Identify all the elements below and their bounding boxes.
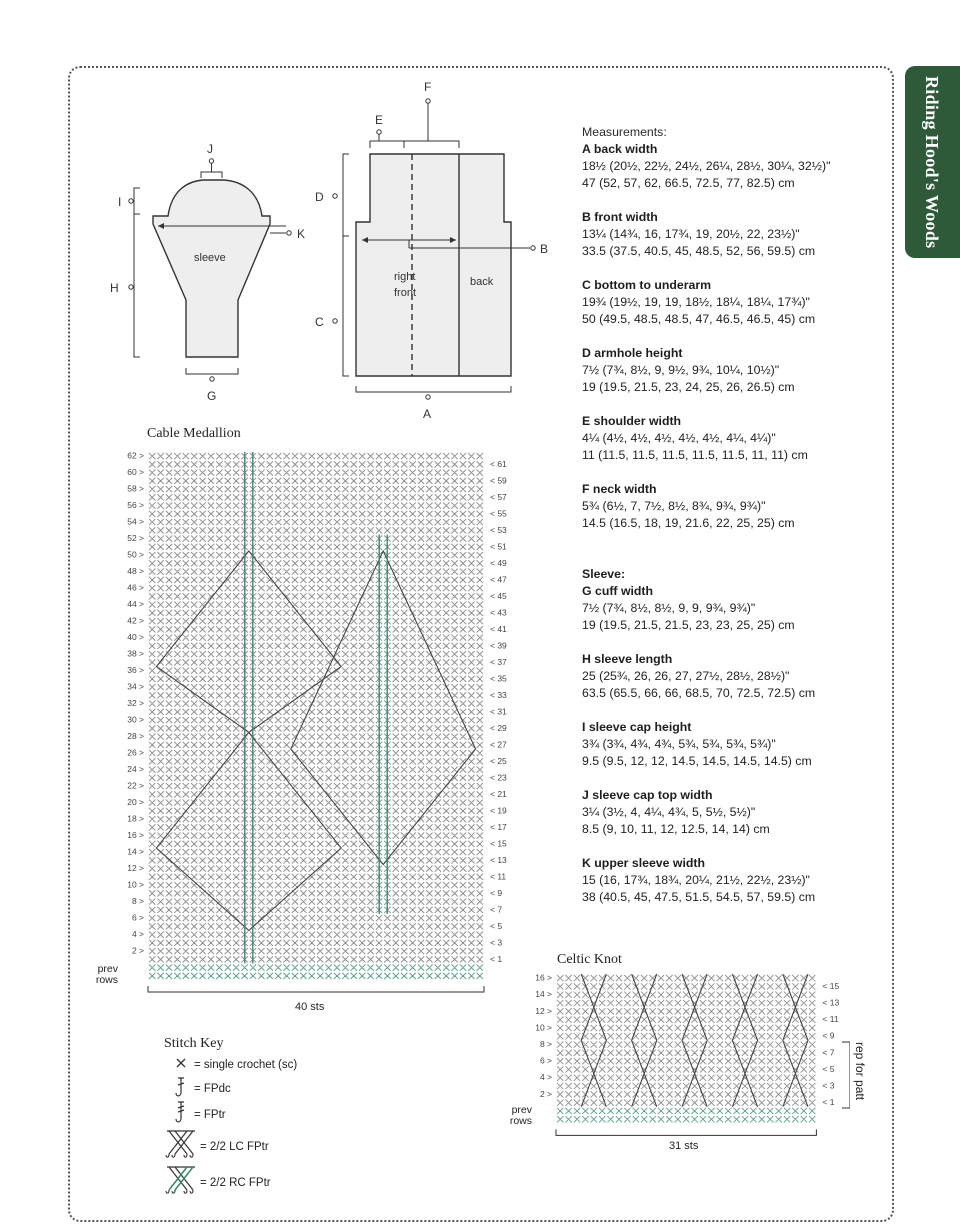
measurement-G: Sleeve: G cuff width 7½ (7¾, 8½, 8½, 9, 9, 9¾, 9¾)" 19 (19.5, 21.5, 21.5, 23, 23, 25, 25) cm [582,566,882,634]
row-number: 22 > [127,780,144,791]
key-fptr: = FPtr [164,1100,226,1124]
row-number: 4 > [131,929,144,940]
right-front-label-2: front [394,287,417,299]
row-number: < 7 [822,1047,835,1058]
celtic-knot-title: Celtic Knot [557,952,622,967]
row-number: < 23 [490,772,507,783]
row-number: 48 > [127,566,144,577]
row-number: 30 > [127,714,144,725]
key-fpdc: = FPdc [164,1076,231,1098]
stitch-grid [557,975,815,1122]
sleeve-label: sleeve [194,252,226,264]
celtic-knot-chart [520,968,850,1138]
cable-line [156,733,341,931]
right-front-label-1: right [394,271,416,283]
repeat-bracket [842,1042,850,1108]
row-number: 56 > [127,500,144,511]
row-number: 32 > [127,698,144,709]
row-number: < 57 [490,491,507,502]
width-bracket [148,986,484,992]
label-I: I [118,195,122,209]
row-number: < 27 [490,739,507,750]
row-number: < 1 [822,1097,835,1108]
row-number: 16 > [535,972,552,983]
cable-medallion-title: Cable Medallion [147,426,241,441]
cable-lines [581,974,808,1107]
row-number: < 9 [490,887,503,898]
row-number: 18 > [127,813,144,824]
sc-x-icon [174,1056,188,1070]
row-number: < 41 [490,623,507,634]
row-number: 26 > [127,747,144,758]
key-rc-cable: = 2/2 RC FPtr [164,1164,271,1196]
row-number: < 25 [490,755,507,766]
celtic-knot-stitch-count: 31 sts [669,1140,699,1152]
row-number: 50 > [127,549,144,560]
row-number: 2 > [131,945,144,956]
label-K: K [297,227,306,241]
measurement-B: B front width 13¼ (14¾, 16, 17¾, 19, 20½, 22, 23½)" 33.5 (37.5, 40.5, 45, 48.5, 52, 56, 59.5) cm [582,210,816,258]
label-C: C [315,315,324,329]
row-number: < 33 [490,689,507,700]
repeat-label: rep for patt [853,1042,867,1101]
row-number: 12 > [127,863,144,874]
row-number: 14 > [127,846,144,857]
lc-cable-icon [164,1128,198,1160]
row-number: < 59 [490,475,507,486]
row-number: < 35 [490,673,507,684]
row-number: < 37 [490,656,507,667]
row-number: 52 > [127,533,144,544]
row-number: < 13 [822,997,840,1008]
measurement-J: J sleeve cap top width 3¼ (3½, 4, 4¼, 4¾, 5, 5½, 5½)" 8.5 (9, 10, 11, 12, 12.5, 14, 14) cm [582,788,770,836]
row-number: < 49 [490,557,507,568]
row-number: 46 > [127,582,144,593]
row-number: 44 > [127,599,144,610]
body-shape [356,154,511,376]
sleeve-shape [153,180,270,357]
row-number: < 3 [490,937,503,948]
row-number: 12 > [535,1005,552,1016]
cable-medallion-chart [110,444,520,1004]
measurement-C: C bottom to underarm 19¾ (19½, 19, 19, 18½, 18¼, 18¼, 17¾)" 50 (49.5, 48.5, 48.5, 47, 46.5, 46.5, 45) cm [582,278,816,326]
row-number: < 7 [490,904,503,915]
width-bracket [556,1129,816,1135]
row-number: 16 > [127,830,144,841]
row-number: 42 > [127,615,144,626]
row-number: 36 > [127,665,144,676]
fpdc-icon [174,1076,188,1098]
row-number: 20 > [127,797,144,808]
row-number: 8 > [539,1039,552,1050]
row-number: 10 > [127,879,144,890]
measurement-I: I sleeve cap height 3¾ (3¾, 4¾, 4¾, 5¾, 5¾, 5¾, 5¾)" 9.5 (9.5, 12, 12, 14.5, 14.5, 14.5, 14.5) cm [582,720,812,768]
measurement-D: D armhole height 7½ (7¾, 8½, 9, 9½, 9¾, 10¼, 10½)" 19 (19.5, 21.5, 23, 24, 25, 26, 26.5) cm [582,346,795,394]
measurements-list [582,124,882,906]
back-label: back [470,276,494,288]
row-number: 24 > [127,764,144,775]
label-J: J [207,142,213,156]
measurements-heading: Measurements: [582,125,667,139]
row-number: < 11 [822,1014,839,1025]
measurement-K: K upper sleeve width 15 (16, 17¾, 18¾, 20¼, 21½, 22½, 23½)" 38 (40.5, 45, 47.5, 51.5, 54.5, 57, 59.5) cm [582,856,816,904]
row-number: < 1 [490,953,503,964]
row-number: < 13 [490,854,507,865]
row-number: < 43 [490,607,507,618]
label-E: E [375,113,384,127]
row-number: < 15 [490,838,507,849]
row-number: 38 > [127,648,144,659]
label-D: D [315,190,324,204]
key-sc: = single crochet (sc) [164,1056,297,1071]
chapter-title: Riding Hood's Woods [922,76,942,249]
row-number: < 17 [490,821,507,832]
stitch-key [164,1036,298,1189]
row-number: 14 > [535,989,552,1000]
sleeve-heading: Sleeve: [582,567,626,581]
measurement-E: E shoulder width 4¼ (4½, 4½, 4½, 4½, 4½, 4¼, 4¼)" 11 (11.5, 11.5, 11.5, 11.5, 11.5, 11, 11) cm [582,414,808,462]
row-number: < 5 [490,920,503,931]
row-number: 54 > [127,516,144,527]
label-G: G [207,389,217,403]
fptr-icon [174,1100,188,1124]
row-number: 34 > [127,681,144,692]
row-number: < 53 [490,524,507,535]
stitch-grid [149,453,483,979]
row-number: < 21 [490,788,507,799]
cable-medallion-prev-rows: prev rows [95,963,118,986]
measurement-A: A back width 18½ (20½, 22½, 24½, 26¼, 28½, 30¼, 32½)" 47 (52, 57, 62, 66.5, 72.5, 77, 82.5) cm [582,142,831,190]
row-number: < 29 [490,722,507,733]
row-number: 4 > [539,1072,552,1083]
cable-medallion-stitch-count: 40 sts [295,1001,325,1013]
row-number: < 3 [822,1080,835,1091]
label-H: H [110,281,119,295]
row-number: 62 > [127,450,144,461]
row-number: 40 > [127,632,144,643]
celtic-knot-prev-rows: prev rows [509,1104,532,1127]
row-number: < 61 [490,458,507,469]
key-lc-cable: = 2/2 LC FPtr [164,1128,269,1160]
row-number: 60 > [127,467,144,478]
stitch-key-title: Stitch Key [164,1036,224,1051]
row-number: 6 > [131,912,144,923]
measurement-F: F neck width 5¾ (6½, 7, 7½, 8½, 8¾, 9¾, 9¾)" 14.5 (16.5, 18, 19, 21.6, 22, 25, 25) cm [582,482,795,530]
row-number: < 5 [822,1063,835,1074]
row-number: < 47 [490,574,507,585]
row-number: 10 > [535,1022,552,1033]
row-number: < 11 [490,871,507,882]
rc-cable-icon [164,1164,198,1196]
label-F: F [424,80,432,94]
row-number: 8 > [131,896,144,907]
row-number: < 51 [490,541,507,552]
row-number: 6 > [539,1055,552,1066]
row-number: < 9 [822,1030,835,1041]
row-number: 2 > [539,1088,552,1099]
row-number: < 31 [490,706,507,717]
label-B: B [540,242,549,256]
row-number: < 55 [490,508,507,519]
row-number: 58 > [127,483,144,494]
row-number: < 39 [490,640,507,651]
measurement-H: H sleeve length 25 (25¾, 26, 26, 27, 27½, 28½, 28½)" 63.5 (65.5, 66, 66, 68.5, 70, 72.5, 72.5) cm [582,652,816,700]
row-number: < 19 [490,805,507,816]
row-number: < 45 [490,590,507,601]
row-number: 28 > [127,731,144,742]
label-A: A [423,407,432,421]
row-number: < 15 [822,980,840,991]
